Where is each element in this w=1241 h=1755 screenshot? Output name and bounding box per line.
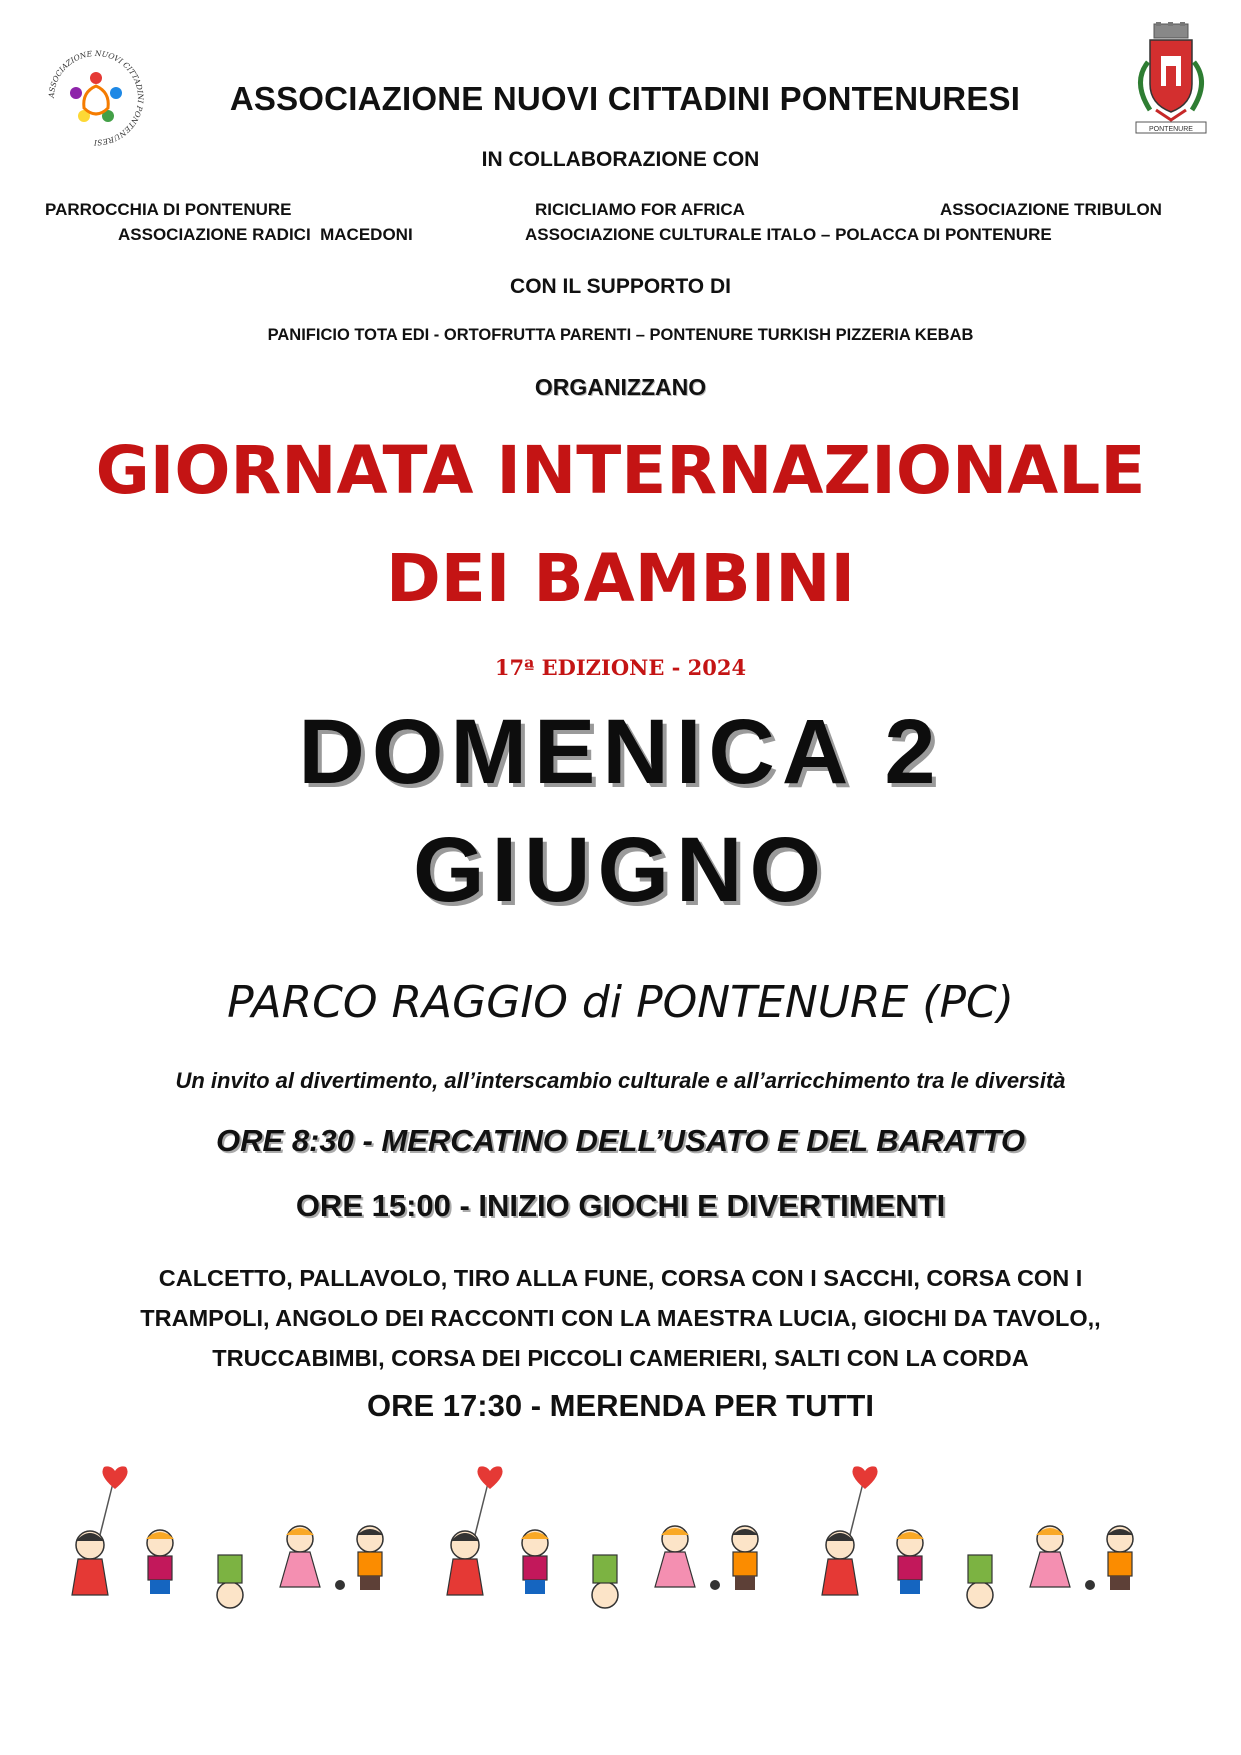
support-label: CON IL SUPPORTO DI — [510, 275, 731, 298]
schedule-item-snack: ORE 17:30 - MERENDA PER TUTTI — [367, 1388, 874, 1423]
schedule-item-games: ORE 15:00 - INIZIO GIOCHI E DIVERTIMENTI — [295, 1188, 946, 1223]
collaboration-label: IN COLLABORAZIONE CON — [481, 148, 760, 171]
activities-line: CALCETTO, PALLAVOLO, TIRO ALLA FUNE, CORSA CON I SACCHI, CORSA CON I — [158, 1265, 1083, 1291]
event-date-line2: GIUGNO — [412, 819, 829, 921]
partner-parrocchia: PARROCCHIA DI PONTENURE — [45, 200, 292, 219]
association-logo — [46, 48, 146, 148]
event-place: PARCO RAGGIO di PONTENURE (PC) — [227, 977, 1014, 1028]
activities-list — [0, 1258, 1241, 1378]
partner-radici-macedoni: ASSOCIAZIONE RADICI MACEDONI — [118, 225, 413, 244]
coat-of-arms-logo — [1128, 22, 1214, 136]
svg-text:ASSOCIAZIONE NUOVI CITTADINI P — [47, 49, 145, 147]
coat-of-arms-banner: PONTENURE — [1149, 126, 1193, 133]
partner-tribulon: ASSOCIAZIONE TRIBULON — [940, 200, 1162, 219]
event-date-line1: DOMENICA 2 — [298, 701, 943, 803]
children-illustration — [40, 1455, 1200, 1615]
association-title: ASSOCIAZIONE NUOVI CITTADINI PONTENURESI — [229, 80, 1021, 117]
partner-ricicliamo: RICICLIAMO FOR AFRICA — [535, 200, 745, 219]
event-title-line2: DEI BAMBINI — [385, 540, 856, 617]
activities-line: TRAMPOLI, ANGOLO DEI RACCONTI CON LA MAESTRA LUCIA, GIOCHI DA TAVOLO,, — [140, 1305, 1101, 1331]
partner-italo-polacca: ASSOCIAZIONE CULTURALE ITALO – POLACCA DI PONTENURE — [525, 225, 1052, 244]
edition-label: 17ª EDIZIONE - 2024 — [494, 655, 747, 680]
event-title-line1: GIORNATA INTERNAZIONALE — [95, 432, 1146, 509]
logo-circle-text: ASSOCIAZIONE NUOVI CITTADINI PONTENURESI — [46, 48, 146, 148]
schedule-item-market: ORE 8:30 - MERCATINO DELL’USATO E DEL BARATTO — [216, 1123, 1025, 1158]
activities-line: TRUCCABIMBI, CORSA DEI PICCOLI CAMERIERI, SALTI CON LA CORDA — [212, 1345, 1029, 1371]
event-invite: Un invito al divertimento, all’interscambio culturale e all’arricchimento tra le diversità — [175, 1068, 1066, 1093]
organize-label: ORGANIZZANO — [534, 374, 707, 400]
sponsors-list: PANIFICIO TOTA EDI - ORTOFRUTTA PARENTI – PONTENURE TURKISH PIZZERIA KEBAB — [267, 326, 974, 344]
